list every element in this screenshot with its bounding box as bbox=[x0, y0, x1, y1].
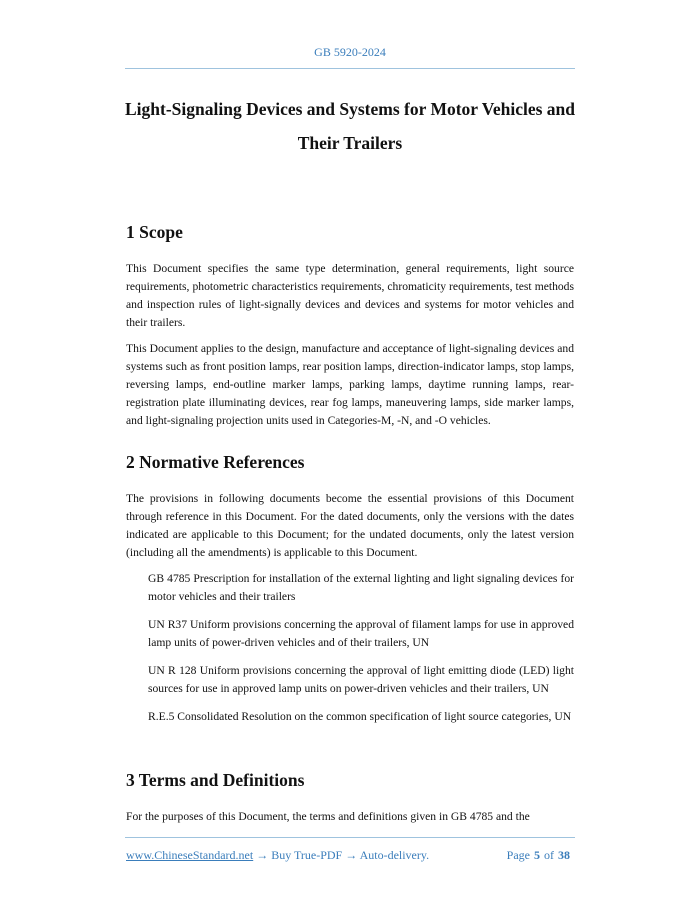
page-number bbox=[507, 848, 574, 863]
paragraph: This Document applies to the design, manufacture and acceptance of light-signaling devices and systems such as front position lamps, rear position lamps, direction-indicator lamps, stop lamps, reversing lamps, end-outline marker lamps, parking lamps, daytime running lamps, rear-registration plate illuminating devices, rear fog lamps, maneuvering lamps, side marker lamps, and light-signaling projection units used in Categories-M, -N, and -O vehicles. bbox=[126, 342, 574, 427]
reference-item: R.E.5 Consolidated Resolution on the common specification of light source categories, UN bbox=[148, 710, 572, 723]
reference-item: GB 4785 Prescription for installation of the external lighting and light signaling devices for motor vehicles and their trailers bbox=[148, 572, 574, 603]
title-line-2: Their Trailers bbox=[297, 133, 403, 153]
reference-item: UN R37 Uniform provisions concerning the approval of filament lamps for use in approved lamp units of power-driven vehicles and of their trailers, UN bbox=[148, 618, 574, 649]
paragraph: For the purposes of this Document, the terms and definitions given in GB 4785 and the bbox=[126, 810, 530, 823]
footer-text: → Buy True-PDF → Auto-delivery. bbox=[253, 848, 430, 862]
current-page: 5 bbox=[534, 848, 540, 862]
section-heading: 2 Normative References bbox=[126, 452, 305, 472]
title-line-1: Light-Signaling Devices and Systems for Motor Vehicles and bbox=[124, 99, 575, 119]
website-link[interactable]: www.ChineseStandard.net bbox=[126, 848, 254, 862]
of-label: of bbox=[544, 848, 554, 862]
total-pages: 38 bbox=[558, 848, 570, 862]
footer bbox=[126, 848, 574, 863]
reference-item: UN R 128 Uniform provisions concerning the approval of light emitting diode (LED) light sources for use in approved lamp units on power-driven vehicles and their trailers, UN bbox=[148, 664, 574, 695]
paragraph: This Document specifies the same type determination, general requirements, light source requirements, photometric characteristics requirements, chromaticity requirements, test methods and inspection rules of light-signally devices and devices and systems for motor vehicles and their trailers. bbox=[126, 262, 574, 329]
page-label: Page bbox=[506, 848, 530, 862]
section-heading: 1 Scope bbox=[126, 222, 183, 242]
footer-rule bbox=[125, 837, 575, 838]
paragraph: The provisions in following documents become the essential provisions of this Document through reference in this Document. For the dated documents, only the versions with the dates indicated are applicable to this Document; for the undated documents, only the latest version (including all the amendments) is applicable to this Document. bbox=[126, 492, 574, 559]
header-rule bbox=[125, 68, 575, 69]
document-title bbox=[100, 92, 600, 160]
header-doc-id: GB 5920-2024 bbox=[314, 45, 386, 59]
section-heading: 3 Terms and Definitions bbox=[126, 770, 305, 790]
